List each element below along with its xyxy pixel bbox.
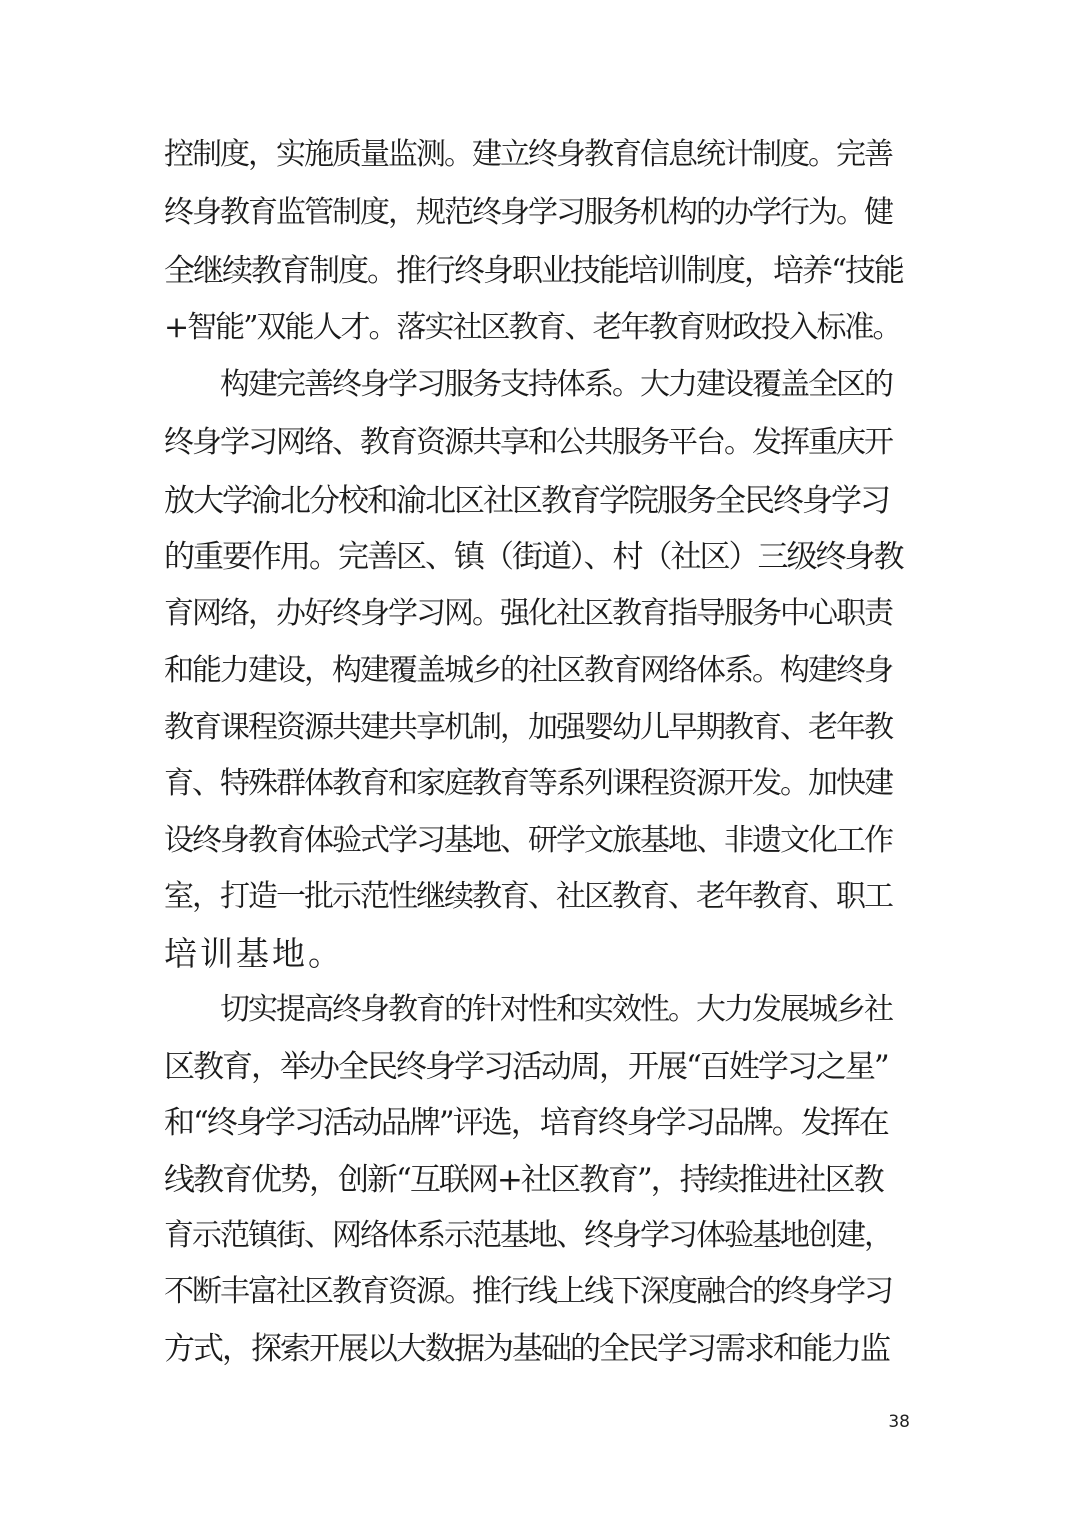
- text-line: 培训基地。: [164, 934, 344, 973]
- text-line: 终身教育监管制度，规范终身学习服务机构的办学行为。健: [164, 195, 892, 230]
- text-line: 方式，探索开展以大数据为基础的全民学习需求和能力监: [164, 1331, 889, 1367]
- text-line: 区教育，举办全民终身学习活动周，开展“百姓学习之星”: [164, 1049, 888, 1085]
- text-line: 育示范镇街、网络体系示范基地、终身学习体验基地创建，: [164, 1218, 892, 1253]
- paragraph-first-line: 构建完善终身学习服务支持体系。大力建设覆盖全区的: [220, 367, 892, 402]
- text-line: 控制度，实施质量监测。建立终身教育信息统计制度。完善: [164, 137, 892, 172]
- text-line: 的重要作用。完善区、镇（街道）、村（社区）三级终身教: [164, 539, 903, 575]
- text-line: 放大学渝北分校和渝北区社区教育学院服务全民终身学习: [164, 483, 889, 519]
- text-line: 不断丰富社区教育资源。推行线上线下深度融合的终身学习: [164, 1274, 892, 1309]
- text-line: 终身学习网络、教育资源共享和公共服务平台。发挥重庆开: [164, 425, 892, 460]
- text-line: +智能”双能人才。落实社区教育、老年教育财政投入标准。: [164, 310, 901, 345]
- text-line: 室，打造一批示范性继续教育、社区教育、老年教育、职工: [164, 879, 892, 914]
- text-line: 育、特殊群体教育和家庭教育等系列课程资源开发。加快建: [164, 766, 892, 801]
- text-line: 和“终身学习活动品牌”评选，培育终身学习品牌。发挥在: [164, 1105, 888, 1141]
- text-line: 育网络，办好终身学习网。强化社区教育指导服务中心职责: [164, 596, 892, 631]
- text-line: 教育课程资源共建共享机制，加强婴幼儿早期教育、老年教: [164, 710, 892, 745]
- text-line: 线教育优势，创新“互联网+社区教育”，持续推进社区教: [164, 1162, 883, 1198]
- text-line: 和能力建设，构建覆盖城乡的社区教育网络体系。构建终身: [164, 653, 892, 688]
- text-line: 全继续教育制度。推行终身职业技能培训制度，培养“技能: [164, 253, 903, 289]
- text-line: 设终身教育体验式学习基地、研学文旅基地、非遗文化工作: [164, 823, 892, 858]
- paragraph-first-line: 切实提高终身教育的针对性和实效性。大力发展城乡社: [220, 992, 892, 1027]
- page-number: 38: [888, 1412, 910, 1432]
